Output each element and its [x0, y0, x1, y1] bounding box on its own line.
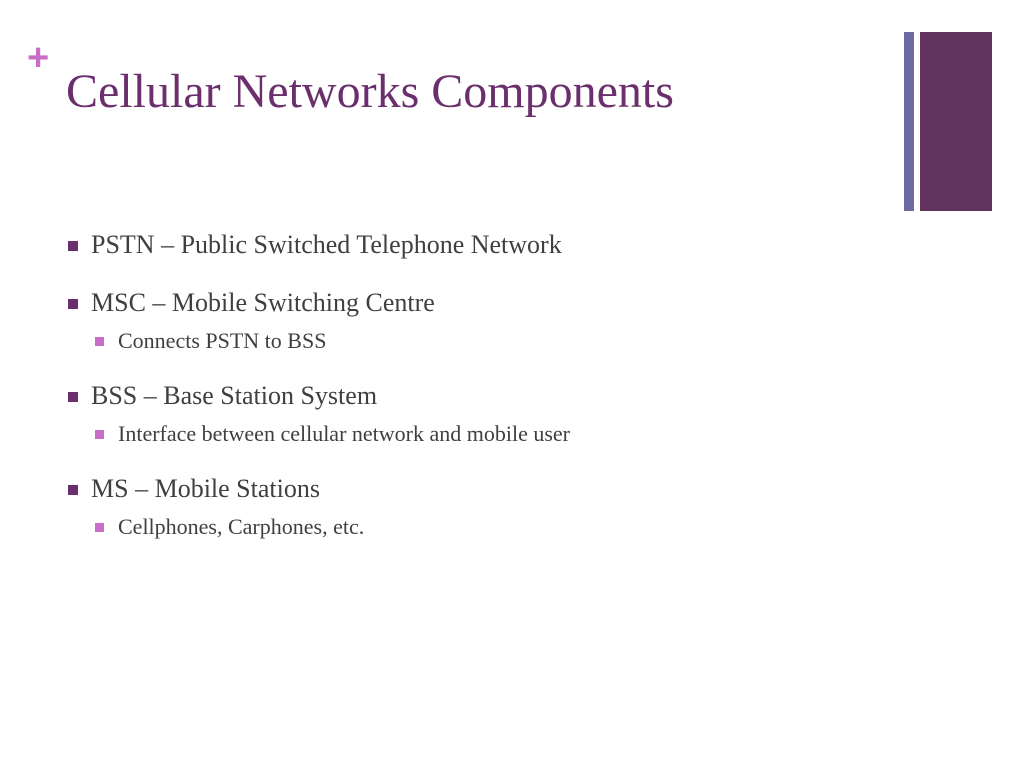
sub-bullet — [93, 418, 886, 450]
bullet-item — [66, 470, 886, 543]
bullet-list — [66, 226, 886, 543]
bullet-item — [66, 377, 886, 450]
square-bullet-icon — [68, 392, 78, 402]
bullet-level1 — [66, 226, 886, 264]
square-bullet-icon — [95, 523, 104, 532]
sub-bullet-text: Cellphones, Carphones, etc. — [118, 514, 365, 539]
slide-title: Cellular Networks Components — [66, 65, 674, 118]
plus-icon: + — [27, 37, 50, 79]
sub-bullet-text: Connects PSTN to BSS — [118, 328, 327, 353]
accent-bar-thin — [904, 32, 914, 211]
square-bullet-icon — [95, 337, 104, 346]
square-bullet-icon — [68, 241, 78, 251]
square-bullet-icon — [68, 485, 78, 495]
sub-bullet-text: Interface between cellular network and mobile user — [118, 421, 571, 446]
bullet-item — [66, 284, 886, 357]
bullet-level1 — [66, 377, 886, 415]
accent-bar-thick — [920, 32, 992, 211]
sub-bullet — [93, 325, 886, 357]
bullet-level1 — [66, 470, 886, 508]
bullet-text: MS – Mobile Stations — [91, 474, 320, 503]
bullet-text: BSS – Base Station System — [91, 381, 378, 410]
bullet-text: MSC – Mobile Switching Centre — [91, 288, 435, 317]
square-bullet-icon — [95, 430, 104, 439]
bullet-level1 — [66, 284, 886, 322]
square-bullet-icon — [68, 299, 78, 309]
bullet-item — [66, 226, 886, 264]
sub-bullet — [93, 511, 886, 543]
bullet-text: PSTN – Public Switched Telephone Network — [91, 230, 562, 259]
